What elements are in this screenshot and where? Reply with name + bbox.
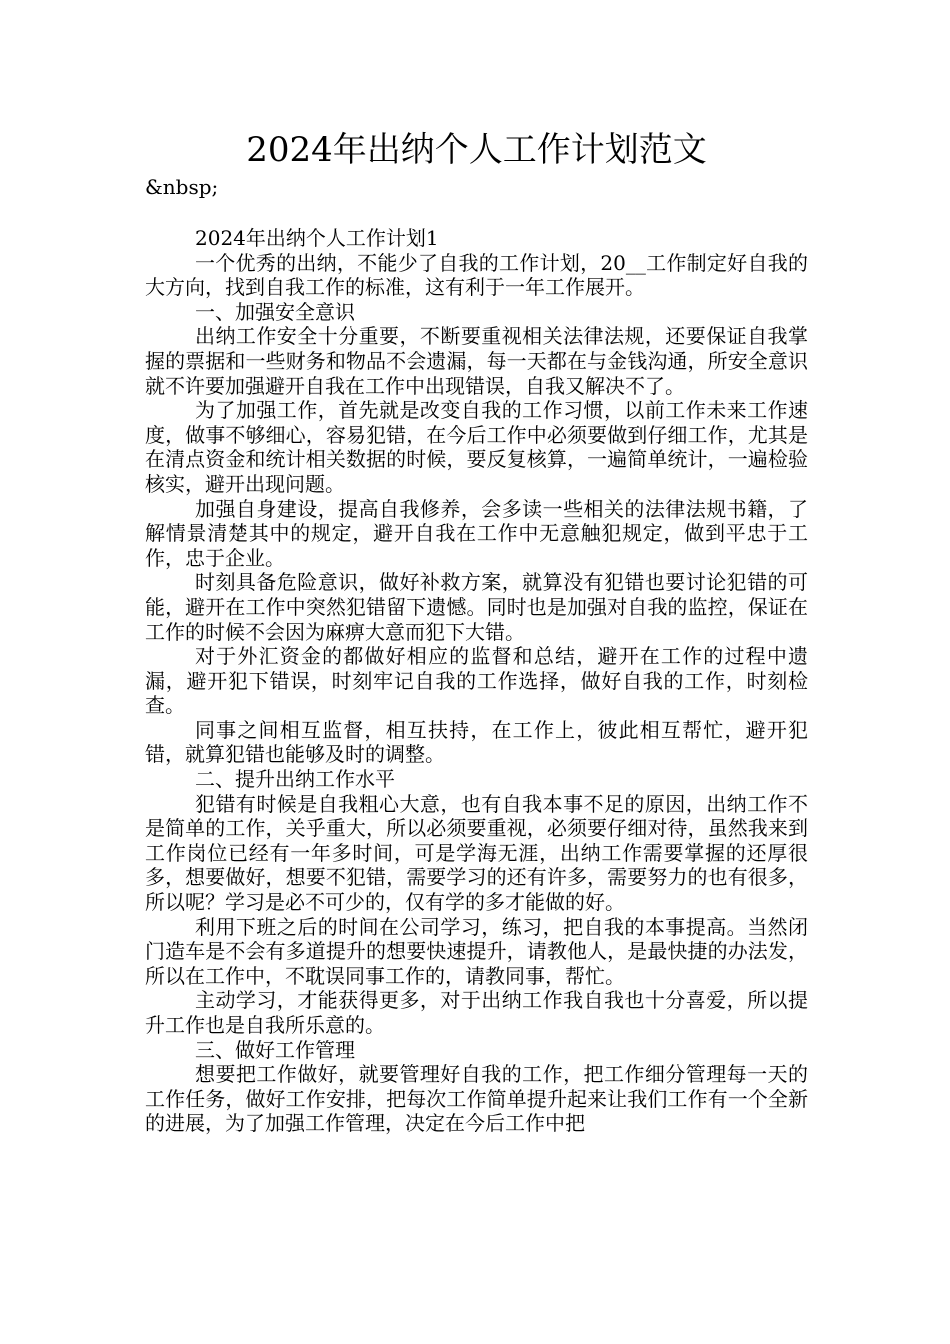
- section-heading-1: 一、加强安全意识: [195, 299, 355, 324]
- paragraph-intro: 一个优秀的出纳，不能少了自我的工作计划，20__工作制定好自我的大方向，找到自我工作的标准，这有利于一年工作展开。: [145, 250, 808, 300]
- paragraph: 加强自身建设，提高自我修养，会多读一些相关的法律法规书籍，了解情景清楚其中的规定，避开自我在工作中无意触犯规定，做到平忠于工作，忠于企业。: [145, 496, 808, 570]
- section-heading-2: 二、提升出纳工作水平: [195, 767, 395, 792]
- paragraph: 主动学习，才能获得更多，对于出纳工作我自我也十分喜爱，所以提升工作也是自我所乐意的。: [145, 988, 808, 1037]
- section-heading-3: 三、做好工作管理: [195, 1037, 355, 1062]
- document-title: 2024年出纳个人工作计划范文: [246, 130, 707, 170]
- document-subtitle: 2024年出纳个人工作计划1: [195, 226, 439, 250]
- paragraph: 出纳工作安全十分重要，不断要重视相关法律法规，还要保证自我掌握的票据和一些财务和物品不会遗漏，每一天都在与金钱沟通，所安全意识就不许要加强避开自我在工作中出现错误，自我又解决不了。: [145, 324, 808, 398]
- paragraph: 为了加强工作，首先就是改变自我的工作习惯，以前工作未来工作速度，做事不够细心，容易犯错，在今后工作中必须要做到仔细工作，尤其是在清点资金和统计相关数据的时候，要反复核算，一遍简单统计，一遍检验核实，避开出现问题。: [145, 398, 808, 496]
- paragraph: 时刻具备危险意识，做好补救方案，就算没有犯错也要讨论犯错的可能，避开在工作中突然犯错留下遗憾。同时也是加强对自我的监控，保证在工作的时候不会因为麻痹大意而犯下大错。: [145, 570, 808, 644]
- paragraph: 同事之间相互监督，相互扶持，在工作上，彼此相互帮忙，避开犯错，就算犯错也能够及时的调整。: [145, 717, 808, 767]
- paragraph: 犯错有时候是自我粗心大意，也有自我本事不足的原因，出纳工作不是简单的工作，关乎重大，所以必须要重视，必须要仔细对待，虽然我来到工作岗位已经有一年多时间，可是学海无涯，出纳工作需要掌握的还厚很多，想要做好，想要不犯错，需要学习的还有许多，需要努力的也有很多，所以呢？学习是必不可少的，仅有学的多才能做的好。: [145, 791, 808, 915]
- paragraph: 利用下班之后的时间在公司学习，练习，把自我的本事提高。当然闭门造车是不会有多道提升的想要快速提升，请教他人，是最快捷的办法发，所以在工作中，不耽误同事工作的，请教同事，帮忙。: [145, 914, 808, 988]
- document-page: [145, 128, 808, 1136]
- nbsp-artifact-text: &nbsp;: [145, 175, 219, 199]
- paragraph: 想要把工作做好，就要管理好自我的工作，把工作细分管理每一天的工作任务，做好工作安排，把每次工作简单提升起来让我们工作有一个全新的进展，为了加强工作管理，决定在今后工作中把: [145, 1062, 808, 1136]
- paragraph: 对于外汇资金的都做好相应的监督和总结，避开在工作的过程中遗漏，避开犯下错误，时刻牢记自我的工作选择，做好自我的工作，时刻检查。: [145, 644, 808, 718]
